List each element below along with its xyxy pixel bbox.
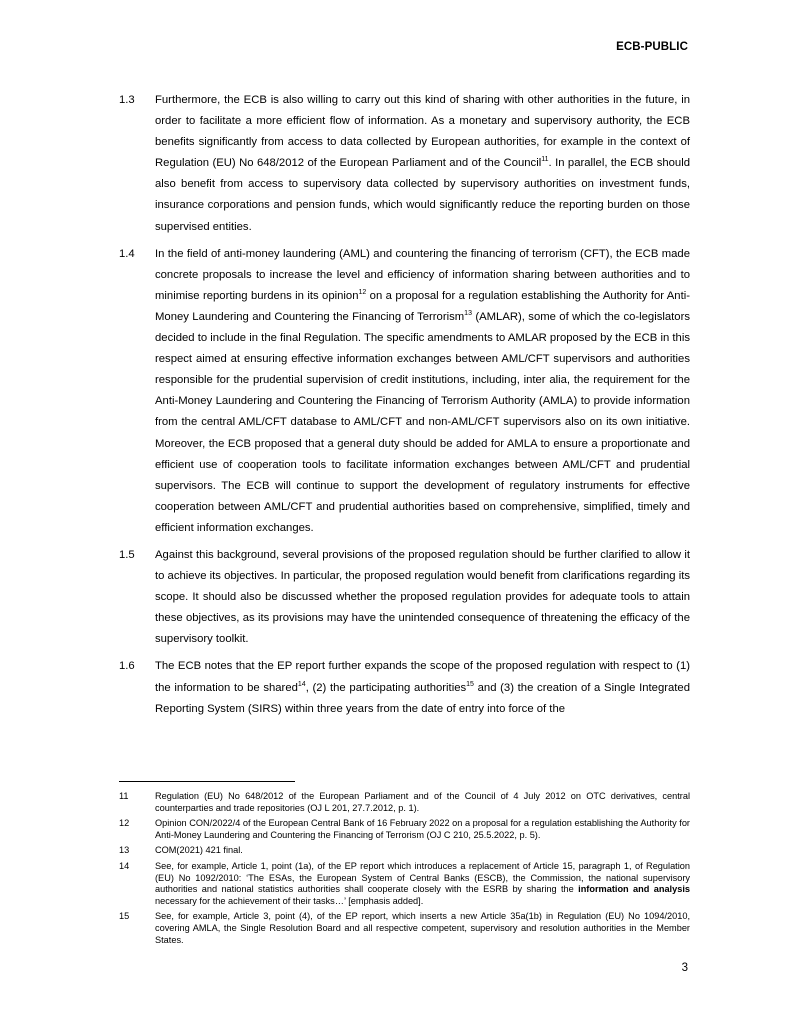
paragraph-number: 1.6 [119,660,135,673]
footnote-text: COM(2021) 421 final. [155,845,243,856]
footnote-ref-13[interactable]: 13 [464,310,472,318]
paragraph-number: 1.5 [119,548,135,561]
footnote-14 [119,861,690,907]
footnote-number: 14 [119,860,130,871]
classification-label: ECB-PUBLIC [616,41,688,53]
paragraph-text: The ECB notes that the EP report further expands the scope of the proposed regulation with respect to (1) the information to be shared$^{14}$, (2) the participating authorities$^{15}$ and (3) the creation of a Single Integrated Reporting System (SIRS) within three years from the date of entry into force of the [155,660,690,715]
page-number: 3 [681,962,688,974]
footnotes [119,791,690,950]
footnote-15 [119,911,690,946]
paragraph-text: Against this background, several provisions of the proposed regulation should be further clarified to allow it to achieve its objectives. In particular, the proposed regulation would benefit from clarifications regarding its scope. It should also be discussed whether the proposed regulation provides for adequate tools to attain these objectives, as its provisions may have the unintended consequence of threatening the efficacy of the supervisory toolkit. [155,548,691,646]
footnote-text: Opinion CON/2022/4 of the European Central Bank of 16 February 2022 on a proposal for a regulation establishing the Authority for Anti-Money Laundering and Countering the Financing of Terrorism (OJ C 210, 25.5.2022, p. 5). [155,818,690,840]
footnote-ref-14[interactable]: 14 [297,680,306,688]
footnote-number: 15 [119,911,130,922]
footnote-number: 13 [119,845,130,856]
footnote-13 [119,845,690,857]
paragraph-text: In the field of anti-money laundering (AML) and countering the financing of terrorism (CFT), the ECB made concrete proposals to increase the level and efficiency of information sharing between authorities and to minimise reporting burdens in its opinion$^{12}$ on a proposal for a regulation establishing the Authority for Anti-Money Laundering and Countering the Financing of Terrorism$^{13}$ (AMLAR), some of which the co-legislators decided to include in the final Regulation. The specific amendments to AMLAR proposed by the ECB in this respect aimed at ensuring effective information exchanges between AML/CFT supervisors and authorities responsible for the prudential supervision of credit institutions, including, inter alia, the requirement for the Anti-Money Laundering and Countering the Financing of Terrorism Authority (AMLA) to provide information from the central AML/CFT database to AML/CFT and non-AML/CFT supervisors also on its own initiative. Moreover, the ECB proposed that a general duty should be added for AMLA to ensure a proportionate and efficient use of cooperation tools to facilitate information exchanges between AML/CFT and prudential supervisors. The ECB will continue to support the development of regulatory instruments for effective cooperation between AML/CFT and prudential authorities based on comprehensive, simplified, timely and efficient information exchanges. [155,247,690,534]
footnote-separator [119,781,295,782]
paragraph-number: 1.4 [119,247,135,260]
paragraph-number: 1.3 [119,94,135,106]
footnote-ref-11[interactable]: 11 [541,156,549,164]
footnote-12 [119,818,690,841]
paragraph-1-5 [119,545,690,650]
document-body [119,90,690,726]
paragraph-1-4 [119,244,690,539]
footnote-ref-15[interactable]: 15 [466,680,474,688]
paragraph-1-6 [119,656,690,719]
footnote-number: 11 [119,791,129,801]
footnote-number: 12 [119,818,130,829]
paragraph-1-3 [119,90,690,238]
paragraph-text: Furthermore, the ECB is also willing to carry out this kind of sharing with other authorities in the future, in order to facilitate a more efficient flow of information. As a monetary and supervisory authority, the ECB benefits significantly from access to data collected by European authorities, for example in the context of Regulation (EU) No 648/2012 of the European Parliament and of the Council$^{11}$. In parallel, the ECB should also benefit from access to supervisory data collected by supervisory authorities on investment funds, insurance corporations and pension funds, which would significantly reduce the reporting burden on those supervised entities. [155,94,690,233]
footnote-text: See, for example, Article 1, point (1a), of the EP report which introduces a replacement of Article 15, paragraph 1, of Regulation (EU) No 1092/2010: ‘The ESAs, the European System of Central Banks (ESCB), the Commission, the national supervisory authorities and national statistics authorities shall cooperate closely with the ESRB by sharing the information and analysis necessary for the achievement of their tasks…’ [emphasis added]. [155,860,690,906]
emphasis-text: information and analysis [578,884,690,895]
footnote-ref-12[interactable]: 12 [358,289,367,297]
footnote-11 [119,791,690,814]
footnote-text: Regulation (EU) No 648/2012 of the European Parliament and of the Council of 4 July 2012 on OTC derivatives, central counterparties and trade repositories (OJ L 201, 27.7.2012, p. 1). [155,791,690,813]
footnote-text: See, for example, Article 3, point (4), of the EP report, which inserts a new Article 35a(1b) in Regulation (EU) No 1094/2010, covering AMLA, the Single Resolution Board and all respective competent, supervisory and resolution authorities in the Member States. [155,911,690,945]
